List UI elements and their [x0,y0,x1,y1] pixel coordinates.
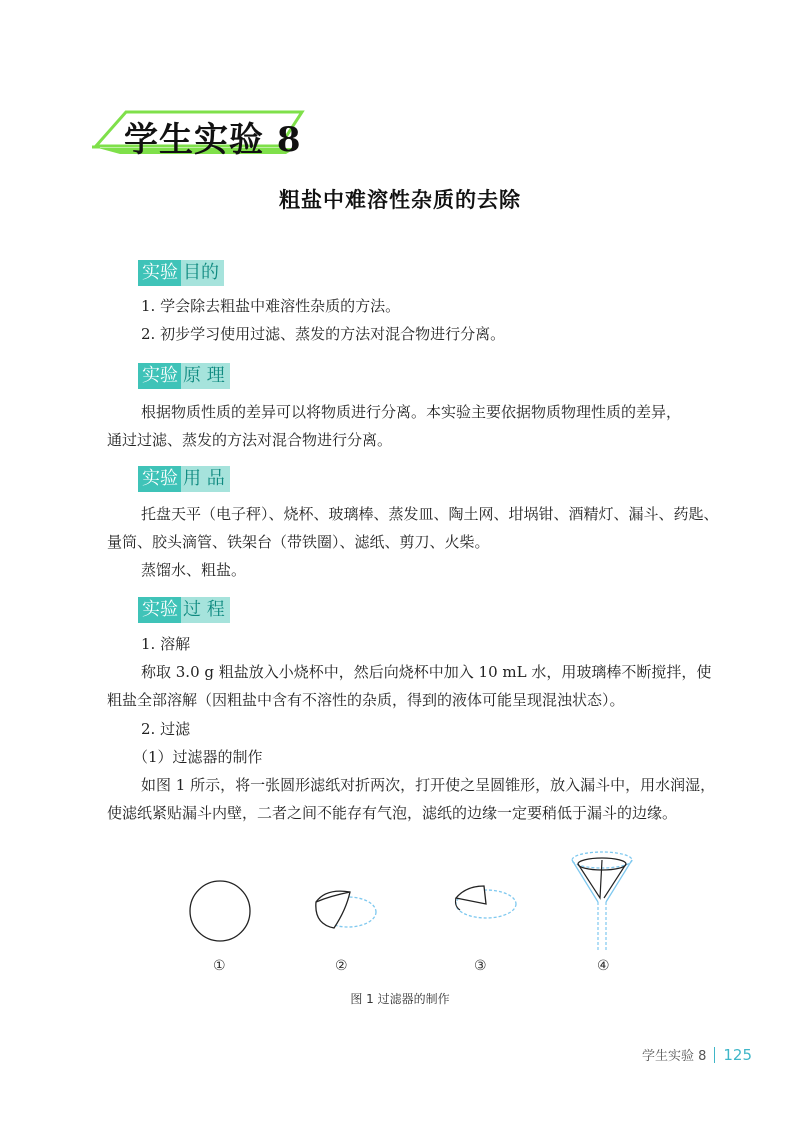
footer-chapter: 学生实验 8 [641,1049,707,1064]
figure-step3-quarter-fold [440,874,530,934]
figure-caption: 图 1 过滤器的制作 [350,992,450,1006]
procedure-line-2: 称取 3.0 g 粗盐放入小烧杯中，然后向烧杯中加入 10 mL 水，用玻璃棒不断搅拌，使 [141,663,712,681]
materials-line-2: 量筒、胶头滴管、铁架台（带铁圈）、滤纸、剪刀、火柴。 [107,533,490,551]
page-number: 125 [723,1045,752,1064]
section-head-suffix: 用 品 [181,466,230,492]
procedure-line-7: 使滤纸紧贴漏斗内壁，二者之间不能存有气泡，滤纸的边缘一定要稍低于漏斗的边缘。 [107,804,678,822]
section-head-prefix: 实验 [138,363,181,389]
procedure-line-5: （1）过滤器的制作 [133,748,263,766]
page-title: 粗盐中难溶性杂质的去除 [279,187,521,212]
principle-line-2: 通过过滤、蒸发的方法对混合物进行分离。 [107,431,393,449]
materials-line-3: 蒸馏水、粗盐。 [141,561,247,579]
section-head-suffix: 过 程 [181,597,230,623]
procedure-line-3: 粗盐全部溶解（因粗盐中含有不溶性的杂质，得到的液体可能呈现混浊状态）。 [107,691,625,709]
section-head-suffix: 原 理 [181,363,230,389]
section-head-materials [138,466,230,492]
section-head-purpose [138,260,224,286]
section-head-suffix: 目的 [181,260,224,286]
banner-title: 学生实验 8 [124,120,302,160]
section-head-principle [138,363,230,389]
procedure-line-4: 2. 过滤 [141,720,191,738]
section-head-prefix: 实验 [138,260,181,286]
figure-label-4: ④ [597,958,610,974]
figure-step2-folded-half [300,880,390,940]
purpose-line-1: 1. 学会除去粗盐中难溶性杂质的方法。 [141,297,401,315]
figure-label-1: ① [213,958,226,974]
figure-step1-circle [180,875,260,947]
purpose-line-2: 2. 初步学习使用过滤、蒸发的方法对混合物进行分离。 [141,325,506,343]
footer-divider [714,1047,715,1063]
figure-label-2: ② [335,958,348,974]
procedure-line-1: 1. 溶解 [141,635,191,653]
materials-line-1: 托盘天平（电子秤）、烧杯、玻璃棒、蒸发皿、陶土网、坩埚钳、酒精灯、漏斗、药匙、 [141,505,719,523]
page-footer [642,1045,752,1064]
procedure-line-6: 如图 1 所示，将一张圆形滤纸对折两次，打开使之呈圆锥形，放入漏斗中，用水润湿， [141,776,716,794]
figure-label-3: ③ [474,958,487,974]
section-head-procedure [138,597,230,623]
principle-line-1: 根据物质性质的差异可以将物质进行分离。本实验主要依据物质物理性质的差异， [141,403,682,421]
section-head-prefix: 实验 [138,597,181,623]
section-head-prefix: 实验 [138,466,181,492]
figure-step4-funnel [558,846,648,956]
